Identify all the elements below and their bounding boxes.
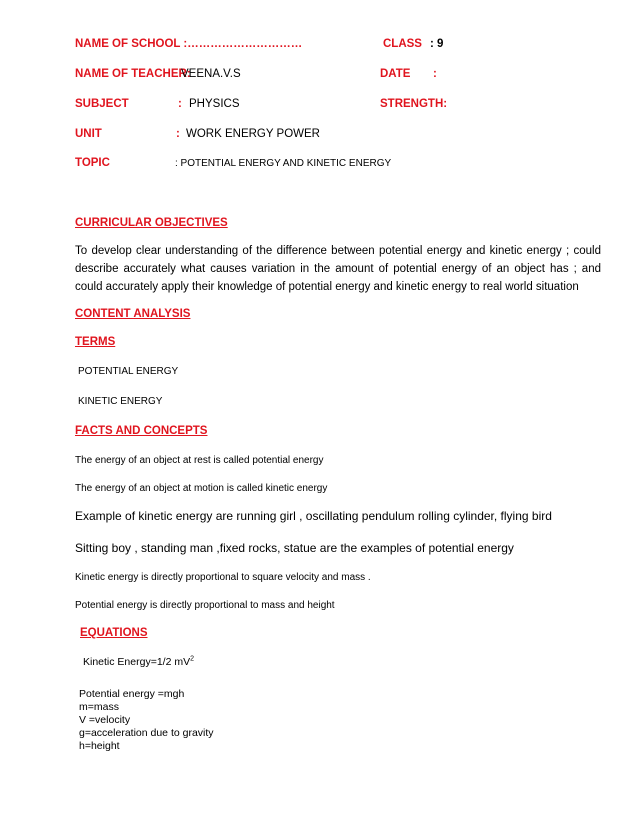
date-colon: : xyxy=(433,68,437,80)
subject-value: PHYSICS xyxy=(189,98,240,110)
facts-concepts-heading: FACTS AND CONCEPTS xyxy=(75,425,208,437)
fact-item: Kinetic energy is directly proportional to square velocity and mass . xyxy=(75,572,371,583)
class-label: CLASS xyxy=(383,38,422,50)
class-value: : 9 xyxy=(430,38,444,50)
equations-heading: EQUATIONS xyxy=(80,627,148,639)
content-analysis-heading: CONTENT ANALYSIS xyxy=(75,308,191,320)
kinetic-energy-exponent: 2 xyxy=(190,655,195,663)
equation-line: Potential energy =mgh xyxy=(79,688,185,700)
teacher-value: VEENA.V.S xyxy=(181,68,241,80)
topic-value: : POTENTIAL ENERGY AND KINETIC ENERGY xyxy=(175,158,392,169)
kinetic-energy-equation-text: Kinetic Energy=1/2 mV xyxy=(83,656,191,668)
fact-item: Potential energy is directly proportional to mass and height xyxy=(75,600,335,611)
equation-line: m=mass xyxy=(79,701,119,713)
teacher-label: NAME OF TEACHER: xyxy=(75,68,191,80)
fact-item: Example of kinetic energy are running girl , oscillating pendulum rolling cylinder, flying bird xyxy=(75,509,552,523)
equation-line: h=height xyxy=(79,740,120,752)
equation-line: g=acceleration due to gravity xyxy=(79,727,214,739)
fact-item: Sitting boy , standing man ,fixed rocks, statue are the examples of potential energy xyxy=(75,541,514,555)
date-label: DATE xyxy=(380,68,411,80)
equation-line: V =velocity xyxy=(79,714,131,726)
terms-heading: TERMS xyxy=(75,336,116,348)
unit-label: UNIT xyxy=(75,128,102,140)
kinetic-energy-equation xyxy=(83,656,194,668)
strength-label: STRENGTH: xyxy=(380,98,448,110)
term-item: KINETIC ENERGY xyxy=(78,396,163,407)
subject-colon: : xyxy=(178,98,182,110)
unit-value: WORK ENERGY POWER xyxy=(186,128,320,140)
subject-label: SUBJECT xyxy=(75,98,129,110)
curricular-objectives-heading: CURRICULAR OBJECTIVES xyxy=(75,217,228,229)
curricular-objectives-text: To develop clear understanding of the difference between potential energy and kinetic energy ; could describe accurately what causes variation in the amount of potential energy of an object has ; and could accurately apply their knowledge of potential energy and kinetic energy to real world situation xyxy=(75,245,601,293)
school-label: NAME OF SCHOOL :………………………… xyxy=(75,38,303,50)
fact-item: The energy of an object at motion is called kinetic energy xyxy=(75,483,328,494)
unit-colon: : xyxy=(176,128,180,140)
topic-label: TOPIC xyxy=(75,157,110,169)
fact-item: The energy of an object at rest is called potential energy xyxy=(75,455,324,466)
potential-energy-block xyxy=(79,688,214,753)
term-item: POTENTIAL ENERGY xyxy=(78,366,179,377)
